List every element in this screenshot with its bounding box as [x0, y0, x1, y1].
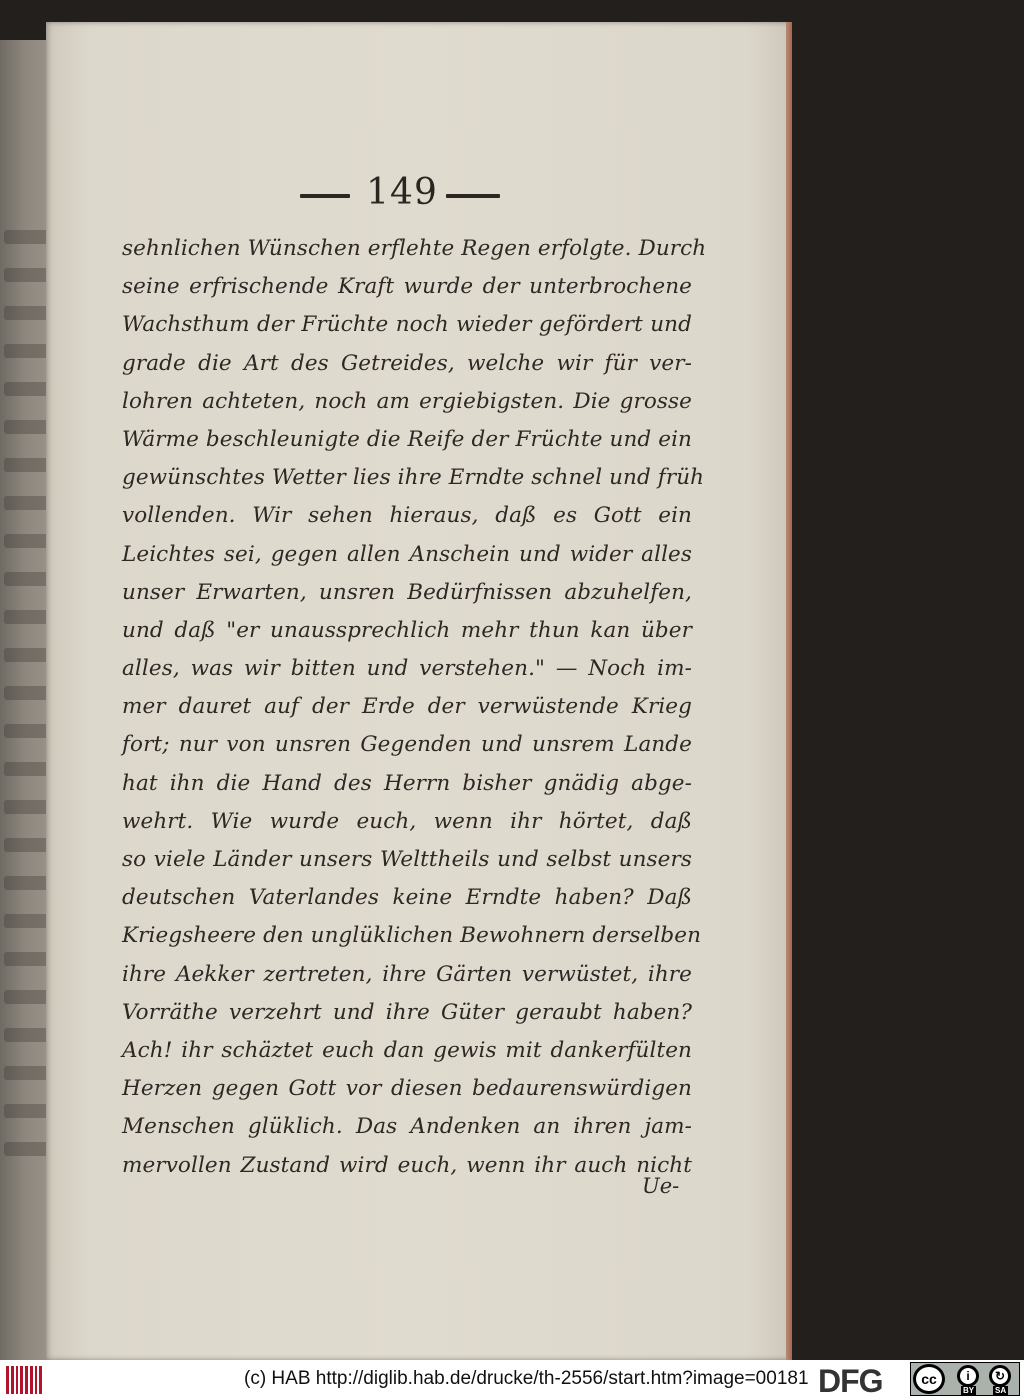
text-line: vollenden. Wir sehen hieraus, daß es Gott ein	[122, 503, 692, 529]
sa-label: SA	[995, 1386, 1007, 1395]
text-line: Vorräthe verzehrt und ihre Güter geraubt haben?	[122, 999, 692, 1025]
text-line: mer dauret auf der Erde der verwüstende Krieg	[122, 694, 692, 720]
text-line: alles, was wir bitten und verstehen." — Noch im-	[122, 656, 692, 682]
text-line: Wachsthum der Früchte noch wieder gefördert und	[122, 312, 692, 338]
text-line: deutschen Vaterlandes keine Erndte haben? Daß	[122, 885, 692, 911]
by-label: BY	[963, 1386, 975, 1395]
page-number: 149	[366, 172, 438, 213]
text-line: grade die Art des Getreides, welche wir für ver-	[122, 350, 692, 376]
text-line: Kriegsheere den unglüklichen Bewohnern derselben	[122, 923, 702, 949]
cc-icon: cc	[913, 1364, 945, 1394]
header-rule-right	[446, 194, 500, 198]
text-line: Menschen glüklich. Das Andenken an ihren jam-	[122, 1114, 692, 1140]
text-line: so viele Länder unsers Welttheils und selbst unsers	[122, 847, 692, 872]
text-line: seine erfrischende Kraft wurde der unterbrochene	[122, 274, 692, 300]
text-line: wehrt. Wie wurde euch, wenn ihr hörtet, daß	[122, 808, 692, 834]
page-edge	[786, 22, 792, 1360]
text-line: ihre Aekker zertreten, ihre Gärten verwüstet, ihre	[122, 961, 692, 987]
text-line: fort; nur von unsren Gegenden und unsrem Lande	[122, 732, 692, 758]
text-line: hat ihn die Hand des Herrn bisher gnädig abge-	[122, 770, 692, 796]
text-line: Herzen gegen Gott vor diesen bedaurenswürdigen	[122, 1076, 692, 1102]
dfg-logo: DFG	[818, 1363, 883, 1399]
page-text	[122, 230, 707, 1185]
text-line: Leichtes sei, gegen allen Anschein und wider alles	[122, 541, 692, 567]
page-header	[296, 172, 506, 216]
text-line: Wärme beschleunigte die Reife der Früchte und ein	[122, 426, 692, 452]
text-line: gewünschtes Wetter lies ihre Erndte schnel und früh	[122, 465, 705, 491]
book-page	[46, 22, 792, 1360]
catchword: Ue-	[642, 1174, 680, 1198]
text-line: lohren achteten, noch am ergiebigsten. Die grosse	[122, 388, 692, 414]
text-line: Ach! ihr schäztet euch dan gewis mit dankerfülten	[122, 1037, 692, 1063]
share-alike-icon: ↻	[989, 1365, 1011, 1387]
barcode-logo-icon	[6, 1366, 42, 1394]
cc-license-badge[interactable]	[910, 1362, 1020, 1396]
footer-bar	[0, 1360, 1024, 1399]
text-line: mervollen Zustand wird euch, wenn ihr auch nicht	[122, 1152, 692, 1178]
header-rule-left	[300, 194, 350, 198]
text-line: sehnlichen Wünschen erflehte Regen erfolgte. Durch	[122, 236, 707, 261]
text-line: unser Erwarten, unsren Bedürfnissen abzuhelfen,	[122, 579, 692, 605]
attribution-icon: i	[957, 1365, 979, 1387]
text-line: und daß "er unaussprechlich mehr thun kan über	[122, 617, 692, 643]
copyright-link[interactable]: (c) HAB http://diglib.hab.de/drucke/th-2556/start.htm?image=00181	[244, 1368, 809, 1389]
